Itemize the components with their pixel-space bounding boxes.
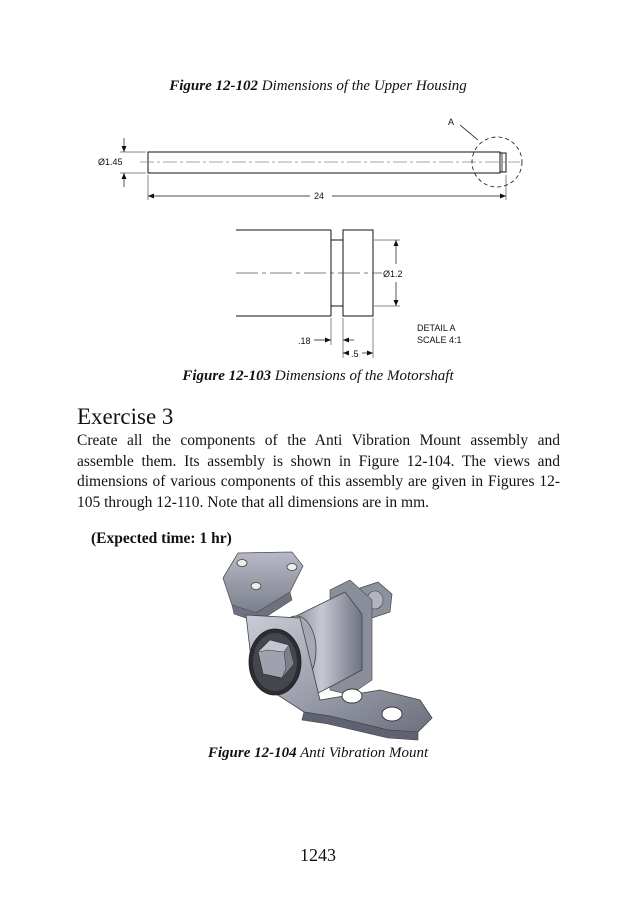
motorshaft-diameter-label: Ø1.2 [383,269,403,279]
figure-103-number: Figure 12-103 [182,368,272,384]
figure-104-number: Figure 12-104 [207,745,297,761]
motorshaft-gap-label: .18 [298,336,311,346]
figure-104-caption [0,745,636,762]
exercise-body: Create all the components of the Anti Vibration Mount assembly and assemble them. Its assembly is shown in Figure 12-104. The views and dimensions of various components of this assembly are given in Figures 12-105 through 12-110. Note that all dimensions are in mm. [77,432,560,511]
exercise-heading: Exercise 3 [77,404,174,429]
upper-housing-drawing [120,125,522,200]
upper-housing-length-label: 24 [314,191,325,201]
detail-a-callout-label: A [448,117,455,127]
expected-time: (Expected time: 1 hr) [91,530,232,547]
figure-102-number: Figure 12-102 [169,78,258,94]
upper-housing-diameter-label: Ø1.45 [98,157,123,167]
figure-102-title: Dimensions of the Upper Housing [261,78,467,94]
figure-103-caption [0,368,636,385]
detail-a-label: DETAIL A [417,323,456,333]
motorshaft-width-label: .5 [351,349,359,359]
page-number: 1243 [300,845,336,865]
figure-104-title: Anti Vibration Mount [300,745,429,761]
motorshaft-detail-drawing [236,230,400,358]
upper-housing-body [148,152,500,173]
scale-label: SCALE 4:1 [417,335,462,345]
figure-103-title: Dimensions of the Motorshaft [274,368,454,384]
anti-vibration-mount-image [223,552,432,740]
